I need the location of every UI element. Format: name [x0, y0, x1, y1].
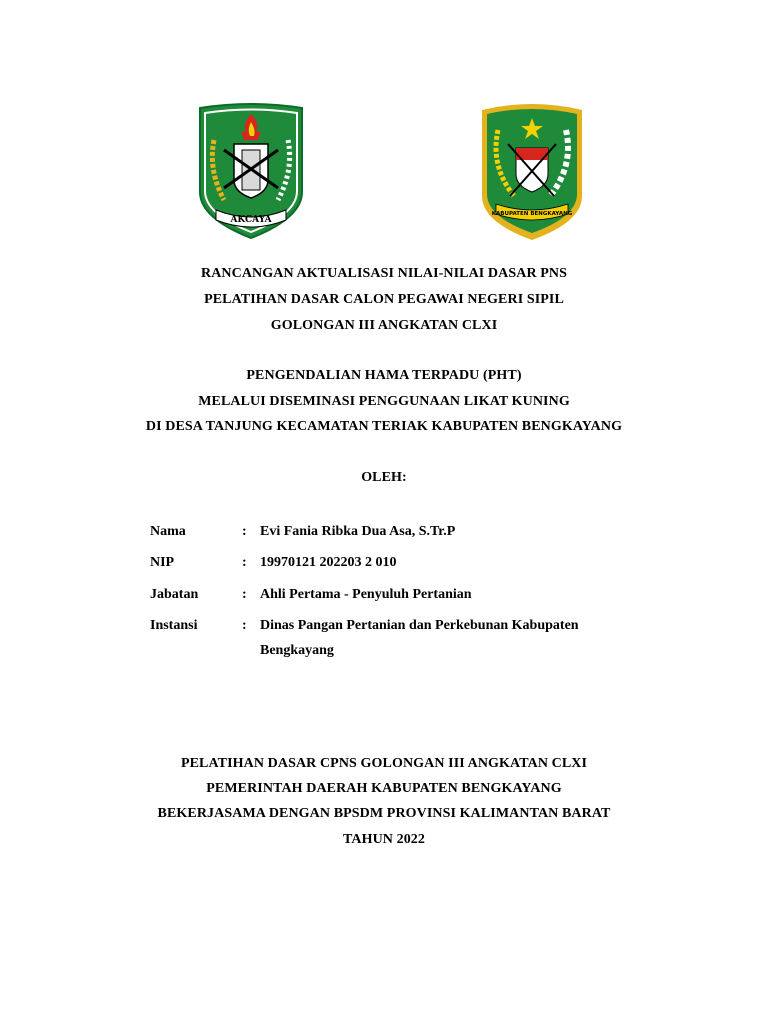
footer-line-2: PEMERINTAH DAERAH KABUPATEN BENGKAYANG: [206, 781, 562, 796]
instansi-value-line-1: Dinas Pangan Pertanian dan Perkebunan Kabupaten: [260, 618, 579, 633]
instansi-label: Instansi: [150, 618, 198, 633]
nama-separator: :: [242, 524, 247, 539]
bengkayang-shield-icon: [478, 100, 586, 242]
nama-label: Nama: [150, 524, 186, 539]
kalbar-emblem-logo: [194, 100, 308, 240]
nip-label: NIP: [150, 555, 175, 570]
title-line-1: RANCANGAN AKTUALISASI NILAI-NILAI DASAR PNS: [200, 266, 568, 281]
jabatan-separator: :: [242, 587, 247, 602]
nama-value: Evi Fania Ribka Dua Asa, S.Tr.P: [260, 524, 456, 539]
title-line-3: GOLONGAN III ANGKATAN CLXI: [270, 318, 498, 333]
kalbar-shield-icon: [194, 100, 308, 240]
topic-line-2: MELALUI DISEMINASI PENGGUNAAN LIKAT KUNING: [198, 394, 570, 409]
nip-separator: :: [242, 555, 247, 570]
title-line-2: PELATIHAN DASAR CALON PEGAWAI NEGERI SIPIL: [204, 292, 564, 307]
svg-text:KABUPATEN BENGKAYANG: KABUPATEN BENGKAYANG: [491, 211, 573, 217]
jabatan-value: Ahli Pertama - Penyuluh Pertanian: [260, 587, 472, 602]
svg-text:AKCAYA: AKCAYA: [230, 215, 272, 225]
instansi-value-line-2: Bengkayang: [260, 643, 334, 658]
footer-year: TAHUN 2022: [342, 832, 426, 847]
topic-line-1: PENGENDALIAN HAMA TERPADU (PHT): [246, 368, 522, 383]
bengkayang-emblem-logo: [478, 100, 586, 242]
footer-line-1: PELATIHAN DASAR CPNS GOLONGAN III ANGKATAN CLXI: [180, 756, 588, 771]
instansi-separator: :: [242, 618, 247, 633]
jabatan-label: Jabatan: [150, 587, 199, 602]
oleh-heading: OLEH:: [361, 470, 407, 485]
footer-line-3: BEKERJASAMA DENGAN BPSDM PROVINSI KALIMANTAN BARAT: [157, 806, 611, 821]
nip-value: 19970121 202203 2 010: [260, 555, 397, 570]
topic-line-3: DI DESA TANJUNG KECAMATAN TERIAK KABUPATEN BENGKAYANG: [145, 419, 623, 434]
